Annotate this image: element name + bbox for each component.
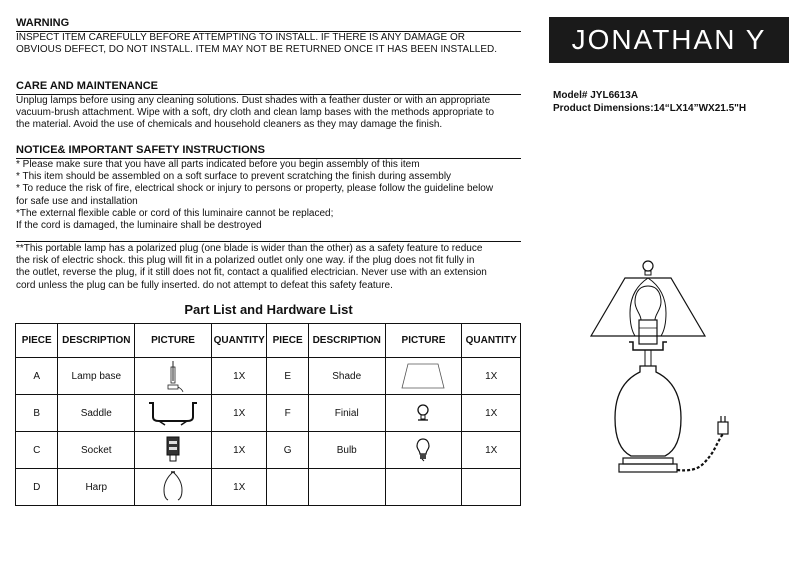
care-section (16, 80, 521, 132)
picture-cell (385, 358, 462, 395)
shade-icon (400, 360, 446, 392)
description-cell: Shade (308, 358, 385, 395)
picture-cell (385, 395, 462, 432)
notice-line: * To reduce the risk of fire, electrical shock or injury to persons or property, please follow the guideline below (16, 183, 494, 195)
header-description: DESCRIPTION (58, 324, 135, 358)
header-piece: PIECE (16, 324, 58, 358)
empty-cell (385, 469, 462, 506)
piece-cell: C (16, 432, 58, 469)
header-piece: PIECE (267, 324, 308, 358)
warning-line: OBVIOUS DEFECT, DO NOT INSTALL. ITEM MAY NOT BE RETURNED ONCE IT HAS BEEN INSTALLED. (16, 44, 498, 56)
quantity-cell: 1X (462, 395, 521, 432)
parts-table (15, 323, 521, 506)
bulb-icon (415, 437, 431, 463)
description-cell: Socket (58, 432, 135, 469)
quantity-cell: 1X (462, 358, 521, 395)
quantity-cell: 1X (211, 395, 267, 432)
piece-cell: G (267, 432, 308, 469)
picture-cell (135, 469, 212, 506)
table-row (16, 358, 521, 395)
care-line: vacuum-brush attachment. Wipe with a soft, dry cloth and clean lamp bases with the methods appropriate to (16, 107, 495, 119)
notice-line: * Please make sure that you have all parts indicated before you begin assembly of this item (16, 159, 420, 170)
notice-section (16, 144, 521, 232)
polarized-plug-section (16, 241, 521, 292)
care-line: Unplug lamps before using any cleaning solutions. Dust shades with a feather duster or with an appropriate (16, 95, 491, 106)
model-number: Model# JYL6613A (553, 90, 639, 101)
empty-cell (462, 469, 521, 506)
header-description: DESCRIPTION (308, 324, 385, 358)
quantity-cell: 1X (211, 432, 267, 469)
notice-line: *The external flexible cable or cord of this luminaire cannot be replaced; (16, 207, 334, 219)
parts-header-row (16, 324, 521, 358)
piece-cell: B (16, 395, 58, 432)
polarized-line: the risk of electric shock. this plug will fit in a polarized outlet only one way. if the plug does not fit fully in (16, 255, 475, 267)
harp-icon (160, 470, 186, 504)
assembled-lamp-illustration (585, 258, 755, 478)
empty-cell (308, 469, 385, 506)
header-picture: PICTURE (135, 324, 212, 358)
care-line: the material. Avoid the use of chemicals and household cleaners as they may damage the finish. (16, 119, 443, 131)
brand-logo (549, 17, 789, 63)
picture-cell (385, 432, 462, 469)
finial-icon (415, 402, 431, 424)
table-row (16, 432, 521, 469)
notice-line: for safe use and installation (16, 195, 138, 207)
header-quantity: QUANTITY (462, 324, 521, 358)
polarized-line: cord unless the plug can be fully inserted. do not attempt to defeat this safety feature. (16, 279, 393, 291)
notice-line: If the cord is damaged, the luminaire shall be destroyed (16, 220, 262, 232)
header-picture: PICTURE (385, 324, 462, 358)
notice-title: NOTICE& IMPORTANT SAFETY INSTRUCTIONS (16, 144, 521, 159)
lamp-base-icon (161, 359, 185, 393)
quantity-cell: 1X (211, 469, 267, 506)
care-title: CARE AND MAINTENANCE (16, 80, 521, 95)
table-row (16, 395, 521, 432)
description-cell: Saddle (58, 395, 135, 432)
brand-logo-text: JONATHAN Y (571, 24, 767, 55)
polarized-line: the outlet, reverse the plug, if it still does not fit, contact a qualified electrician. Never use with an extension (16, 267, 487, 279)
description-cell: Lamp base (58, 358, 135, 395)
picture-cell (135, 432, 212, 469)
warning-line: INSPECT ITEM CAREFULLY BEFORE ATTEMPTING TO INSTALL. IF THERE IS ANY DAMAGE OR (16, 32, 465, 43)
piece-cell: D (16, 469, 58, 506)
header-quantity: QUANTITY (211, 324, 267, 358)
piece-cell: A (16, 358, 58, 395)
picture-cell (135, 395, 212, 432)
polarized-line: **This portable lamp has a polarized plug (one blade is wider than the other) as a safety feature to reduce (16, 243, 483, 254)
socket-icon (163, 435, 183, 465)
table-row (16, 469, 521, 506)
parts-list-title: Part List and Hardware List (184, 302, 353, 317)
quantity-cell: 1X (211, 358, 267, 395)
piece-cell: F (267, 395, 308, 432)
product-dimensions: Product Dimensions:14“LX14”WX21.5"H (553, 103, 747, 114)
picture-cell (135, 358, 212, 395)
warning-title: WARNING (16, 17, 521, 32)
empty-cell (267, 469, 308, 506)
piece-cell: E (267, 358, 308, 395)
description-cell: Finial (308, 395, 385, 432)
quantity-cell: 1X (462, 432, 521, 469)
description-cell: Bulb (308, 432, 385, 469)
saddle-icon (145, 399, 201, 427)
warning-section (16, 17, 521, 56)
notice-line: * This item should be assembled on a soft surface to prevent scratching the finish during assembly (16, 171, 452, 183)
description-cell: Harp (58, 469, 135, 506)
